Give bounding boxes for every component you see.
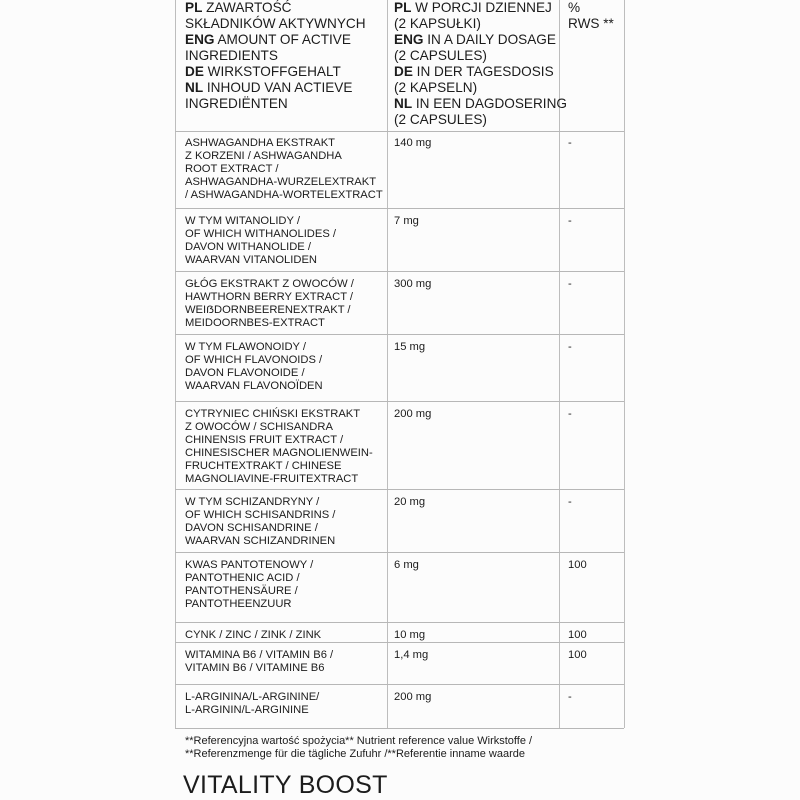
language-code: ENG [394, 32, 424, 47]
ingredient-name-line: OF WHICH WITHANOLIDES / [185, 228, 337, 241]
header-line [185, 64, 366, 80]
header-text: W PORCJI DZIENNEJ [411, 0, 552, 15]
ingredient-name [185, 496, 335, 548]
header-line [185, 16, 366, 32]
header-line [568, 16, 614, 32]
ingredient-name-line: OF WHICH FLAVONOIDS / [185, 354, 323, 367]
ingredient-name-line: ROOT EXTRACT / [185, 163, 279, 176]
ingredient-name-line: WAARVAN VITANOLIDEN [185, 254, 317, 267]
table-row [175, 623, 624, 643]
product-name: VITALITY BOOST [183, 771, 388, 799]
ingredient-name-line: / ASHWAGANDHA-WORTELEXTRACT [185, 189, 383, 202]
ingredient-table-body [175, 131, 624, 729]
header-text: (2 CAPSULES) [394, 48, 487, 63]
header-text: % [568, 0, 581, 15]
ingredient-name [185, 691, 319, 717]
language-code: NL [185, 80, 204, 95]
header-line [185, 0, 366, 16]
ingredient-name [185, 341, 323, 393]
nrv-percent: - [568, 137, 572, 149]
nrv-percent: 100 [568, 559, 587, 571]
header-daily-dose-column [394, 0, 567, 128]
ingredient-name [185, 649, 333, 675]
ingredient-name-line: L-ARGININ/L-ARGININE [185, 704, 309, 717]
footnote-line: **Referenzmenge für die tägliche Zufuhr /**Referentie inname waarde [185, 748, 525, 761]
nrv-percent: - [568, 278, 572, 290]
header-line [394, 48, 567, 64]
ingredient-name-line: WEIẞDORNBEERENEXTRAKT / [185, 304, 351, 317]
header-text: AMOUNT OF ACTIVE [214, 32, 351, 47]
daily-amount: 10 mg [394, 629, 426, 641]
header-line [394, 32, 567, 48]
ingredient-name-line: HAWTHORN BERRY EXTRACT / [185, 291, 354, 304]
nrv-percent: - [568, 215, 572, 227]
footnote-line: **Referencyjna wartość spożycia** Nutrient reference value Wirkstoffe / [185, 735, 533, 747]
header-text: RWS ** [568, 16, 614, 31]
header-text: IN A DAILY DOSAGE [423, 32, 556, 47]
ingredient-name-line: Z OWOCÓW / SCHISANDRA [185, 421, 333, 434]
daily-amount: 20 mg [394, 496, 426, 508]
language-code: DE [394, 64, 413, 79]
ingredient-name-line: PANTOTHENSÄURE / [185, 585, 298, 598]
daily-amount: 200 mg [394, 691, 432, 703]
header-line [394, 80, 567, 96]
ingredient-name [185, 215, 336, 267]
table-right-border [624, 0, 625, 728]
header-text: IN DER TAGESDOSIS [412, 64, 554, 79]
daily-amount: 1,4 mg [394, 649, 429, 661]
header-text: INGREDIËNTEN [185, 96, 288, 111]
ingredient-name [185, 559, 313, 611]
ingredient-name-line: MAGNOLIAVINE-FRUITEXTRACT [185, 473, 359, 486]
nrv-percent: 100 [568, 629, 587, 641]
nrv-percent: - [568, 341, 572, 353]
ingredient-name-line: L-ARGININA/L-ARGININE/ [185, 691, 320, 703]
ingredient-name-line: DAVON FLAVONOIDE / [185, 367, 305, 380]
header-line [185, 48, 366, 64]
header-nrv-column [568, 0, 614, 32]
header-line [185, 96, 366, 112]
ingredient-name-line: CHINENSIS FRUIT EXTRACT / [185, 434, 344, 447]
daily-amount: 200 mg [394, 408, 432, 420]
header-line [568, 0, 614, 16]
header-line [394, 64, 567, 80]
header-text: ZAWARTOŚĆ [202, 0, 292, 15]
daily-amount: 140 mg [394, 137, 432, 149]
language-code: PL [185, 0, 203, 15]
header-text: IN EEN DAGDOSERING [412, 96, 567, 111]
ingredient-name-line: PANTOTHENIC ACID / [185, 572, 300, 585]
ingredient-name-line: W TYM WITANOLIDY / [185, 215, 300, 227]
table-row [175, 131, 624, 209]
footnote [185, 735, 532, 762]
ingredient-name [185, 629, 321, 642]
ingredient-name-line: ASHWAGANDHA EKSTRAKT [185, 137, 336, 149]
table-row [175, 490, 624, 553]
ingredient-name-line: DAVON SCHISANDRINE / [185, 522, 318, 535]
ingredient-name-line: GŁÓG EKSTRAKT Z OWOCÓW / [185, 278, 354, 290]
daily-amount: 300 mg [394, 278, 432, 290]
nrv-percent: - [568, 691, 572, 703]
ingredient-name-line: ASHWAGANDHA-WURZELEXTRAKT [185, 176, 377, 189]
ingredient-name-line: MEIDOORNBES-EXTRACT [185, 317, 325, 330]
table-row [175, 685, 624, 729]
header-line [394, 16, 567, 32]
daily-amount: 6 mg [394, 559, 419, 571]
ingredient-name-line: WAARVAN FLAVONOÏDEN [185, 380, 323, 393]
header-text: INHOUD VAN ACTIEVE [203, 80, 353, 95]
language-code: PL [394, 0, 412, 15]
table-row [175, 209, 624, 272]
header-text: (2 CAPSULES) [394, 112, 487, 127]
ingredient-name-line: FRUCHTEXTRAKT / CHINESE [185, 460, 342, 473]
nrv-percent: - [568, 496, 572, 508]
ingredient-name-line: Z KORZENI / ASHWAGANDHA [185, 150, 342, 163]
language-code: NL [394, 96, 413, 111]
ingredient-name-line: CHINESISCHER MAGNOLIENWEIN- [185, 447, 373, 460]
header-text: (2 KAPSUŁKI) [394, 16, 481, 31]
table-row [175, 335, 624, 402]
supplement-facts-panel [175, 0, 800, 800]
ingredient-name-line: CYTRYNIEC CHIŃSKI EKSTRAKT [185, 408, 361, 420]
header-line [394, 0, 567, 16]
table-row [175, 553, 624, 623]
header-text: SKŁADNIKÓW AKTYWNYCH [185, 16, 366, 31]
ingredient-name-line: KWAS PANTOTENOWY / [185, 559, 314, 571]
ingredient-name-line: W TYM SCHIZANDRYNY / [185, 496, 320, 508]
header-line [394, 112, 567, 128]
table-header [175, 0, 624, 132]
daily-amount: 7 mg [394, 215, 419, 227]
nrv-percent: 100 [568, 649, 587, 661]
table-row [175, 402, 624, 490]
ingredient-name-line: WITAMINA B6 / VITAMIN B6 / [185, 649, 334, 661]
ingredient-name-line: W TYM FLAWONOIDY / [185, 341, 306, 353]
ingredient-name-line: VITAMIN B6 / VITAMINE B6 [185, 662, 325, 675]
table-row [175, 643, 624, 685]
ingredient-name [185, 137, 383, 202]
header-text: INGREDIENTS [185, 48, 278, 63]
ingredient-name-line: PANTOTHEENZUUR [185, 598, 292, 611]
ingredient-name-line: WAARVAN SCHIZANDRINEN [185, 535, 336, 548]
header-line [185, 32, 366, 48]
ingredient-name-line: CYNK / ZINC / ZINK / ZINK [185, 629, 322, 641]
language-code: ENG [185, 32, 215, 47]
ingredient-name [185, 278, 354, 330]
ingredient-name [185, 408, 373, 487]
ingredient-name-line: OF WHICH SCHISANDRINS / [185, 509, 336, 522]
nrv-percent: - [568, 408, 572, 420]
daily-amount: 15 mg [394, 341, 426, 353]
table-row [175, 272, 624, 335]
header-text: WIRKSTOFFGEHALT [203, 64, 341, 79]
header-line [394, 96, 567, 112]
header-text: (2 KAPSELN) [394, 80, 478, 95]
ingredient-name-line: DAVON WITHANOLIDE / [185, 241, 311, 254]
language-code: DE [185, 64, 204, 79]
header-line [185, 80, 366, 96]
header-ingredient-column [185, 0, 366, 112]
